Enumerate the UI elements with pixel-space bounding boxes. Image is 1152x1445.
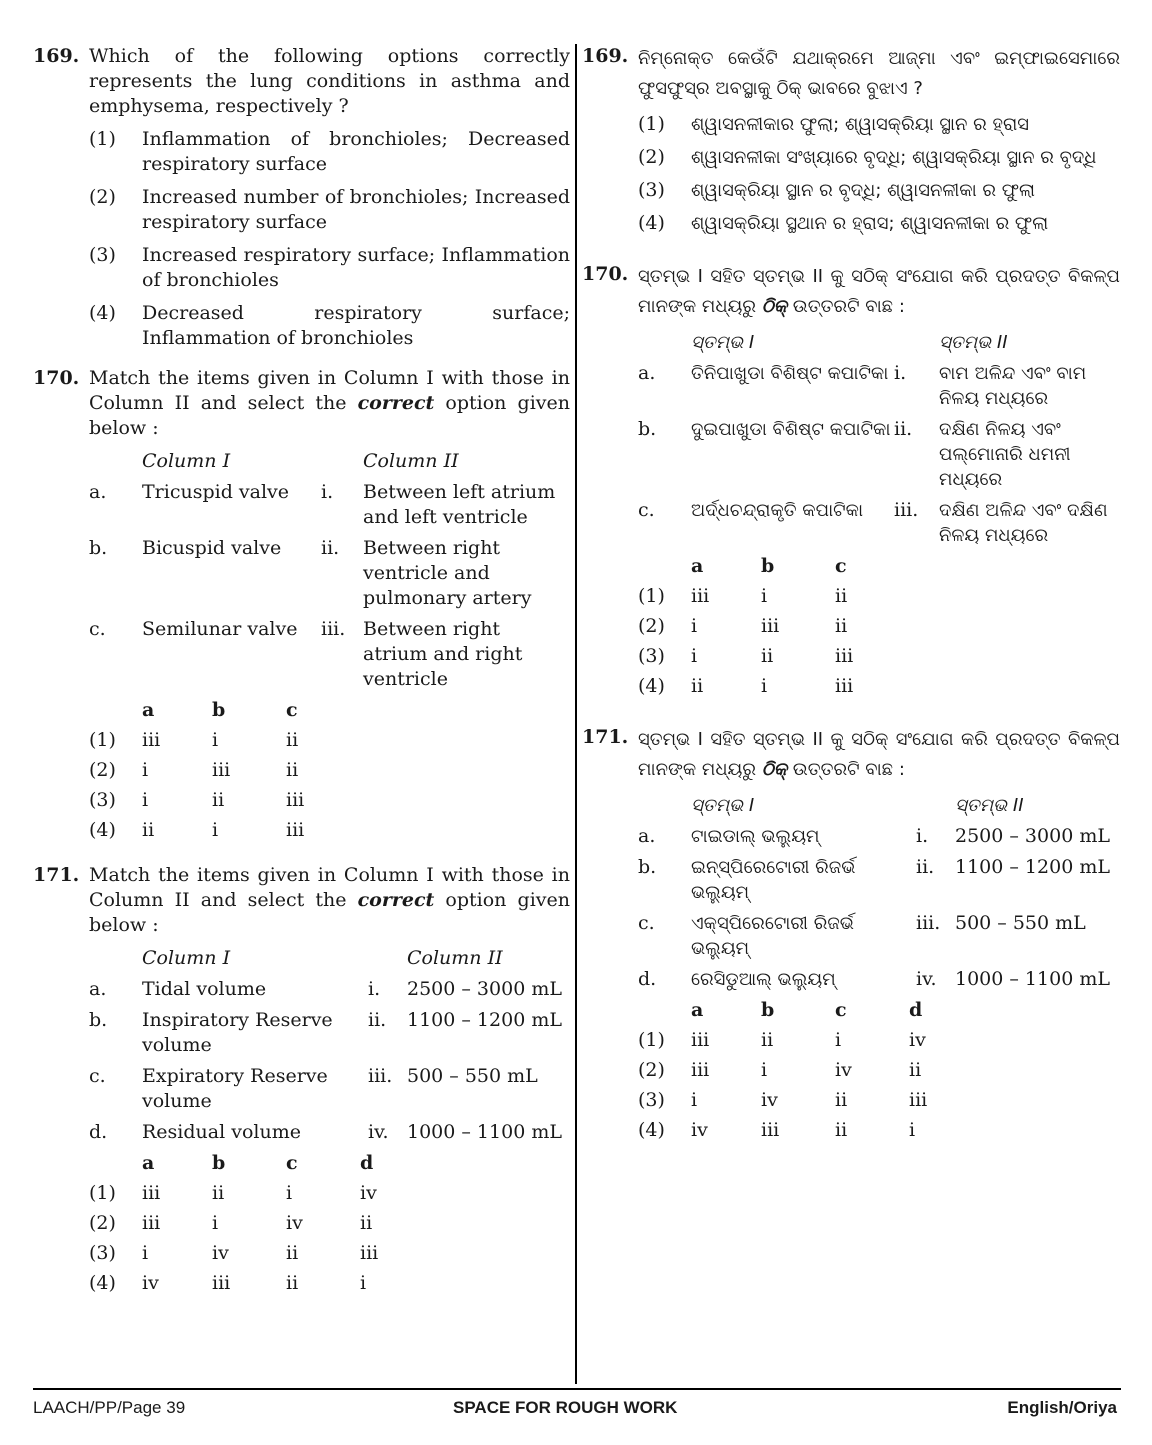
answer-option[interactable] xyxy=(638,674,1120,699)
option-number: (3) xyxy=(638,645,665,667)
column-i-item: ଟାଇଡାଲ୍ ଭଲ୍ୟୁମ୍ xyxy=(691,826,820,847)
answer-value: iii xyxy=(142,729,161,751)
column-ii-item: 1000 – 1100 mL xyxy=(407,1121,562,1143)
answer-value: i xyxy=(691,645,698,667)
option-text: ଶ୍ୱାସନଳୀକା ସଂଖ୍ୟାରେ ବୃଦ୍ଧି; ଶ୍ୱାସକ୍ରିୟା ସ୍ଥାନ ର ବୃଦ୍ଧି xyxy=(691,147,1097,168)
answer-value: iii xyxy=(761,615,780,637)
row-letter: a. xyxy=(89,978,107,1000)
row-numeral: iii. xyxy=(368,1065,393,1087)
column-i-item: Expiratory Reserve volume xyxy=(142,1065,328,1112)
column-i-header: ସ୍ତମ୍ଭ I xyxy=(691,332,755,353)
column-i-item: ଅର୍ଦ୍ଧଚନ୍ଦ୍ରାକୃତି କପାଟିକା xyxy=(691,500,864,521)
row-letter: a. xyxy=(89,481,107,503)
question-169-en xyxy=(33,44,570,351)
row-letter: b. xyxy=(89,1009,108,1031)
row-letter: a. xyxy=(638,825,656,847)
question-stem: Which of the following options correctly represents the lung conditions in asthma and emphysema, respectively ? xyxy=(89,45,570,117)
column-i-item: ତିନିପାଖୁଡା ବିଶିଷ୍ଟ କପାଟିକା xyxy=(691,363,889,384)
column-headers xyxy=(89,449,570,474)
answer-value: i xyxy=(360,1272,367,1294)
answer-option[interactable] xyxy=(89,818,570,843)
answer-value: iii xyxy=(761,1119,780,1141)
answer-value: ii xyxy=(360,1212,373,1234)
answer-value: i xyxy=(212,729,219,751)
row-letter: d. xyxy=(89,1121,108,1143)
option-text: ଶ୍ୱାସନଳୀକାର ଫୁଲା; ଶ୍ୱାସକ୍ରିୟା ସ୍ଥାନ ର ହ୍ରାସ xyxy=(691,114,1030,135)
column-headers xyxy=(638,330,1120,355)
row-letter: b. xyxy=(638,418,657,440)
column-i-item: ଦୁଇପାଖୁଡା ବିଶିଷ୍ଟ କପାଟିକା xyxy=(691,419,891,440)
answer-option[interactable] xyxy=(89,127,570,177)
row-numeral: iv. xyxy=(368,1121,389,1143)
option-number: (3) xyxy=(638,1089,665,1111)
answer-value: i xyxy=(761,1059,768,1081)
answer-value: iii xyxy=(142,1212,161,1234)
column-ii-item: Between right ventricle and pulmonary artery xyxy=(363,537,532,609)
answer-key-column: b xyxy=(761,555,775,577)
column-i-item: ରେସିଡୁଆଲ୍ ଭଲ୍ୟୁମ୍ xyxy=(691,969,836,990)
match-row xyxy=(638,417,1120,492)
column-i-item: ଏକ୍ସ୍‌ପିରେଟୋରୀ ରିଜର୍ଭ ଭଲ୍ୟୁମ୍ xyxy=(691,913,854,959)
column-ii-item: ଦକ୍ଷିଣ ଅଳିନ୍ଦ ଏବଂ ଦକ୍ଷିଣ ନିଳୟ ମଧ୍ୟରେ xyxy=(939,500,1108,546)
option-number: (3) xyxy=(638,179,665,201)
answer-key-column: c xyxy=(286,1152,298,1174)
option-text: Decreased respiratory surface; Inflammation of bronchioles xyxy=(142,302,570,349)
answer-key-column: a xyxy=(142,699,155,721)
option-text: Inflammation of bronchioles; Decreased respiratory surface xyxy=(142,128,570,175)
question-170-en xyxy=(33,366,570,843)
option-number: (1) xyxy=(638,585,665,607)
answer-value: ii xyxy=(286,1272,299,1294)
option-number: (4) xyxy=(89,302,116,324)
match-row xyxy=(638,967,1120,992)
row-letter: c. xyxy=(89,1065,106,1087)
answer-key-column: a xyxy=(142,1152,155,1174)
question-171-or xyxy=(582,725,1120,1143)
column-ii-item: 2500 – 3000 mL xyxy=(407,978,562,1000)
answer-key-header xyxy=(89,698,570,723)
answer-value: ii xyxy=(286,759,299,781)
question-number: 170. xyxy=(33,367,80,389)
column-headers xyxy=(89,946,570,971)
row-numeral: iv. xyxy=(916,968,937,990)
column-ii-item: 1100 – 1200 mL xyxy=(407,1009,562,1031)
answer-value: ii xyxy=(835,1119,848,1141)
answer-value: iii xyxy=(909,1089,928,1111)
row-numeral: i. xyxy=(916,825,929,847)
answer-key-column: d xyxy=(909,999,923,1021)
answer-value: iv xyxy=(691,1119,708,1141)
column-i-header: Column I xyxy=(142,450,231,472)
option-number: (4) xyxy=(638,212,665,234)
answer-option[interactable] xyxy=(89,1211,570,1236)
answer-value: iii xyxy=(691,1029,710,1051)
question-stem: Match the items given in Column I with those in Column II and select the correct option given below : xyxy=(89,367,571,439)
answer-value: iii xyxy=(691,1059,710,1081)
answer-key-header xyxy=(638,998,1120,1023)
option-number: (2) xyxy=(89,1212,116,1234)
row-numeral: ii. xyxy=(916,856,935,878)
row-letter: a. xyxy=(638,362,656,384)
row-letter: c. xyxy=(638,499,655,521)
row-letter: b. xyxy=(638,856,657,878)
answer-option[interactable] xyxy=(638,112,1120,137)
answer-value: iv xyxy=(286,1212,303,1234)
answer-key-column: c xyxy=(286,699,298,721)
answer-key-column: b xyxy=(761,999,775,1021)
answer-value: i xyxy=(761,585,768,607)
english-column xyxy=(33,44,570,1296)
match-row xyxy=(638,855,1120,905)
answer-value: iii xyxy=(212,759,231,781)
answer-value: i xyxy=(835,1029,842,1051)
question-number: 169. xyxy=(33,45,80,67)
answer-option[interactable] xyxy=(89,1271,570,1296)
answer-option[interactable] xyxy=(638,1088,1120,1113)
answer-option[interactable] xyxy=(89,185,570,235)
page-footer xyxy=(33,1388,1121,1417)
column-ii-item: Between right atrium and right ventricle xyxy=(363,618,523,690)
option-text: Increased number of bronchioles; Increased respiratory surface xyxy=(142,186,570,233)
answer-option[interactable] xyxy=(638,1058,1120,1083)
column-ii-header: ସ୍ତମ୍ଭ II xyxy=(939,332,1008,353)
row-numeral: i. xyxy=(321,481,334,503)
answer-key-column: b xyxy=(212,699,226,721)
answer-option[interactable] xyxy=(638,644,1120,669)
answer-value: i xyxy=(142,759,149,781)
answer-value: iv xyxy=(835,1059,852,1081)
column-i-item: ଇନ୍‌ସ୍‌ପିରେଟୋରୀ ରିଜର୍ଭ ଭଲ୍ୟୁମ୍ xyxy=(691,857,856,903)
answer-key-header xyxy=(638,554,1120,579)
option-text: ଶ୍ୱାସକ୍ରିୟା ସ୍ଥଥାନ ର ହ୍ରାସ; ଶ୍ୱାସନଳୀକା ର ଫୁଲା xyxy=(691,213,1049,234)
match-row xyxy=(89,1064,570,1114)
answer-key-column: c xyxy=(835,555,847,577)
column-divider xyxy=(575,44,577,1384)
answer-value: i xyxy=(142,789,149,811)
column-i-header: Column I xyxy=(142,947,231,969)
option-number: (1) xyxy=(638,1029,665,1051)
row-letter: c. xyxy=(89,618,106,640)
oriya-column xyxy=(582,44,1120,1143)
column-i-item: Semilunar valve xyxy=(142,618,298,640)
answer-value: iii xyxy=(286,789,305,811)
question-169-or xyxy=(582,44,1120,236)
answer-key-column: a xyxy=(691,555,704,577)
row-numeral: i. xyxy=(894,362,907,384)
answer-value: ii xyxy=(212,1182,225,1204)
question-stem: ସ୍ତମ୍ଭ I ସହିତ ସ୍ତମ୍ଭ II କୁ ସଠିକ୍ ସଂଯୋଗ କରି ପ୍ରଦତ୍ତ ବିକଳ୍ପ ମାନଙ୍କ ମଧ୍ୟରୁ ଠିକ୍ ଉତ୍ତରଟି ବାଛ : xyxy=(638,729,1120,780)
column-ii-item: 1100 – 1200 mL xyxy=(955,856,1110,878)
question-stem: Match the items given in Column I with those in Column II and select the correct option given below : xyxy=(89,864,571,936)
option-number: (3) xyxy=(89,244,116,266)
column-i-header: ସ୍ତମ୍ଭ I xyxy=(691,795,755,816)
answer-value: iv xyxy=(909,1029,926,1051)
answer-option[interactable] xyxy=(638,584,1120,609)
column-headers xyxy=(638,793,1120,818)
match-row xyxy=(638,361,1120,411)
footer-rough-work: SPACE FOR ROUGH WORK xyxy=(453,1398,678,1417)
answer-value: ii xyxy=(691,675,704,697)
question-170-or xyxy=(582,262,1120,699)
answer-value: iii xyxy=(286,819,305,841)
footer-language: English/Oriya xyxy=(1007,1398,1117,1417)
option-number: (3) xyxy=(89,1242,116,1264)
match-row xyxy=(89,617,570,692)
match-row xyxy=(638,498,1120,548)
footer-page-code: LAACH/PP/Page 39 xyxy=(33,1398,186,1417)
answer-value: i xyxy=(761,675,768,697)
question-number: 171. xyxy=(33,864,80,886)
match-row xyxy=(89,480,570,530)
answer-value: iv xyxy=(761,1089,778,1111)
answer-value: iii xyxy=(691,585,710,607)
row-letter: b. xyxy=(89,537,108,559)
match-row xyxy=(89,1008,570,1058)
answer-key-header xyxy=(89,1151,570,1176)
option-number: (2) xyxy=(638,615,665,637)
answer-value: i xyxy=(212,819,219,841)
answer-value: ii xyxy=(835,1089,848,1111)
question-stem: ନିମ୍ନୋକ୍ତ କେଉଁଟି ଯଥାକ୍ରମେ ଆଜ୍ମା ଏବଂ ଇମ୍ଫାଇସେମାରେ ଫୁସଫୁସ୍‌ର ଅବସ୍ଥାକୁ ଠିକ୍ ଭାବରେ ବୁଝାଏ ? xyxy=(638,48,1120,99)
answer-value: iii xyxy=(142,1182,161,1204)
option-number: (1) xyxy=(89,128,116,150)
answer-value: ii xyxy=(761,1029,774,1051)
answer-value: iii xyxy=(835,675,854,697)
column-ii-item: 500 – 550 mL xyxy=(955,912,1086,934)
option-number: (4) xyxy=(89,1272,116,1294)
answer-value: ii xyxy=(212,789,225,811)
answer-key-column: b xyxy=(212,1152,226,1174)
option-number: (2) xyxy=(89,759,116,781)
question-number: 170. xyxy=(582,263,629,285)
column-i-item: Tidal volume xyxy=(142,978,267,1000)
answer-value: i xyxy=(286,1182,293,1204)
answer-option[interactable] xyxy=(638,1118,1120,1143)
row-numeral: iii. xyxy=(894,499,919,521)
column-ii-item: ଦକ୍ଷିଣ ନିଳୟ ଏବଂ ପଲ୍‌ମୋନାରି ଧମନୀ ମଧ୍ୟରେ xyxy=(939,419,1071,490)
answer-value: ii xyxy=(286,729,299,751)
row-numeral: iii. xyxy=(321,618,346,640)
column-ii-item: Between left atrium and left ventricle xyxy=(363,481,556,528)
option-number: (1) xyxy=(638,113,665,135)
column-i-item: Inspiratory Reserve volume xyxy=(142,1009,333,1056)
row-numeral: ii. xyxy=(321,537,340,559)
option-number: (4) xyxy=(89,819,116,841)
answer-value: ii xyxy=(835,585,848,607)
match-row xyxy=(89,536,570,611)
column-ii-header: Column II xyxy=(407,947,503,969)
answer-option[interactable] xyxy=(638,211,1120,236)
column-ii-header: ସ୍ତମ୍ଭ II xyxy=(955,795,1024,816)
answer-value: ii xyxy=(142,819,155,841)
option-text: Increased respiratory surface; Inflammation of bronchioles xyxy=(142,244,570,291)
question-number: 169. xyxy=(582,45,629,67)
row-numeral: ii. xyxy=(368,1009,387,1031)
answer-option[interactable] xyxy=(638,1028,1120,1053)
answer-value: i xyxy=(691,615,698,637)
column-i-item: Tricuspid valve xyxy=(142,481,290,503)
answer-option[interactable] xyxy=(89,728,570,753)
answer-option[interactable] xyxy=(89,1241,570,1266)
column-ii-item: 500 – 550 mL xyxy=(407,1065,538,1087)
answer-value: i xyxy=(691,1089,698,1111)
answer-key-column: a xyxy=(691,999,704,1021)
answer-option[interactable] xyxy=(638,145,1120,170)
option-number: (2) xyxy=(638,146,665,168)
answer-option[interactable] xyxy=(638,178,1120,203)
answer-value: iv xyxy=(212,1242,229,1264)
answer-option[interactable] xyxy=(89,788,570,813)
answer-option[interactable] xyxy=(638,614,1120,639)
option-number: (2) xyxy=(89,186,116,208)
option-text: ଶ୍ୱାସକ୍ରିୟା ସ୍ଥାନ ର ବୃଦ୍ଧି; ଶ୍ୱାସନଳୀକା ର ଫୁଲା xyxy=(691,180,1036,201)
column-i-item: Bicuspid valve xyxy=(142,537,282,559)
answer-value: ii xyxy=(835,615,848,637)
question-171-en xyxy=(33,863,570,1296)
answer-value: ii xyxy=(761,645,774,667)
question-stem: ସ୍ତମ୍ଭ I ସହିତ ସ୍ତମ୍ଭ II କୁ ସଠିକ୍ ସଂଯୋଗ କରି ପ୍ରଦତ୍ତ ବିକଳ୍ପ ମାନଙ୍କ ମଧ୍ୟରୁ ଠିକ୍ ଉତ୍ତରଟି ବାଛ : xyxy=(638,266,1120,317)
answer-value: iii xyxy=(360,1242,379,1264)
option-number: (1) xyxy=(89,1182,116,1204)
answer-key-column: c xyxy=(835,999,847,1021)
answer-option[interactable] xyxy=(89,301,570,351)
option-number: (2) xyxy=(638,1059,665,1081)
answer-value: iii xyxy=(212,1272,231,1294)
column-ii-header: Column II xyxy=(363,450,459,472)
match-row xyxy=(89,977,570,1002)
answer-value: i xyxy=(909,1119,916,1141)
row-numeral: iii. xyxy=(916,912,941,934)
column-i-item: Residual volume xyxy=(142,1121,301,1143)
column-ii-item: 1000 – 1100 mL xyxy=(955,968,1110,990)
match-row xyxy=(89,1120,570,1145)
option-number: (1) xyxy=(89,729,116,751)
answer-option[interactable] xyxy=(89,1181,570,1206)
answer-value: ii xyxy=(286,1242,299,1264)
column-ii-item: ବାମ ଅଳିନ୍ଦ ଏବଂ ବାମ ନିଳୟ ମଧ୍ୟରେ xyxy=(939,363,1087,409)
answer-option[interactable] xyxy=(89,243,570,293)
row-letter: c. xyxy=(638,912,655,934)
answer-value: iv xyxy=(360,1182,377,1204)
question-number: 171. xyxy=(582,726,629,748)
row-letter: d. xyxy=(638,968,657,990)
row-numeral: ii. xyxy=(894,418,913,440)
match-row xyxy=(638,824,1120,849)
answer-value: ii xyxy=(909,1059,922,1081)
answer-option[interactable] xyxy=(89,758,570,783)
match-row xyxy=(638,911,1120,961)
option-number: (3) xyxy=(89,789,116,811)
answer-value: i xyxy=(212,1212,219,1234)
answer-value: i xyxy=(142,1242,149,1264)
row-numeral: i. xyxy=(368,978,381,1000)
answer-key-column: d xyxy=(360,1152,374,1174)
column-ii-item: 2500 – 3000 mL xyxy=(955,825,1110,847)
answer-value: iii xyxy=(835,645,854,667)
option-number: (4) xyxy=(638,1119,665,1141)
option-number: (4) xyxy=(638,675,665,697)
answer-value: iv xyxy=(142,1272,159,1294)
